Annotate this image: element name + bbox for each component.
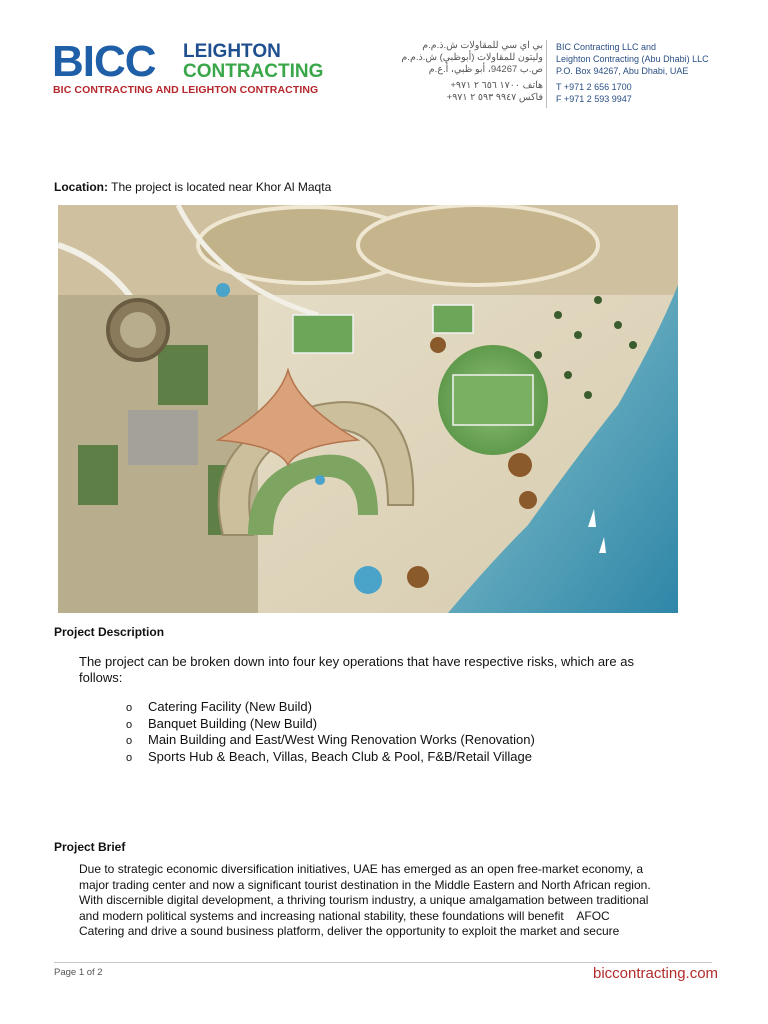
project-description-intro-1: The project can be broken down into four key operations that have respective risks, which are as — [79, 654, 634, 669]
address-line-1: BIC Contracting LLC and — [556, 42, 657, 52]
phone-number: T +971 2 656 1700 — [556, 82, 632, 92]
project-brief-line-4: and modern political systems and increasing national stability, these foundations will benefit AFOC — [79, 908, 610, 923]
location-label: Location: — [54, 180, 108, 194]
location-line — [54, 180, 331, 194]
footer-divider — [54, 962, 712, 963]
page-number: Page 1 of 2 — [54, 967, 103, 978]
list-item: Main Building and East/West Wing Renovation Works (Renovation) — [148, 732, 535, 747]
fax-number: F +971 2 593 9947 — [556, 94, 632, 104]
location-text: The project is located near Khor Al Maqta — [108, 180, 332, 194]
logo-leighton: LEIGHTON — [183, 41, 281, 62]
address-line-3: P.O. Box 94267, Abu Dhabi, UAE — [556, 66, 689, 76]
logo-tagline: BIC CONTRACTING AND LEIGHTON CONTRACTING — [53, 84, 319, 96]
project-brief-line-1: Due to strategic economic diversification initiatives, UAE has emerged as an open free-market economy, a — [79, 862, 644, 876]
bullet-marker: o — [126, 719, 133, 731]
bullet-marker: o — [126, 702, 133, 714]
arabic-address-line-2: وليتون للمقاولات (أبوظبي) ش.ذ.م.م — [401, 52, 543, 63]
logo-contracting: CONTRACTING — [183, 61, 324, 82]
project-brief-heading: Project Brief — [54, 840, 126, 854]
list-item: Banquet Building (New Build) — [148, 716, 318, 731]
project-brief-line-3: With discernible digital development, a thriving tourism industry, a unique amalgamation between traditional — [79, 893, 649, 907]
project-description-intro-2: follows: — [79, 670, 123, 685]
bullet-marker: o — [126, 735, 133, 747]
project-brief-line-2: major trading center and now a significant tourist destination in the Middle Eastern and North African region. — [79, 877, 651, 892]
address-line-2: Leighton Contracting (Abu Dhabi) LLC — [556, 54, 709, 64]
header-divider — [546, 40, 547, 108]
project-description-heading: Project Description — [54, 625, 165, 639]
logo-bicc: BICC — [52, 37, 156, 86]
bullet-marker: o — [126, 752, 133, 764]
list-item: Catering Facility (New Build) — [148, 699, 312, 714]
footer-website: biccontracting.com — [593, 965, 719, 982]
master-plan-image — [58, 205, 678, 613]
arabic-fax: فاكس ٩٩٤٧ ٥٩٣ ٢ ٩٧١+ — [446, 92, 543, 103]
arabic-address-line-3: ص.ب 94267، أبو ظبي، أ.ع.م — [428, 64, 543, 75]
arabic-address-line-1: بي اي سي للمقاولات ش.ذ.م.م — [422, 40, 543, 51]
list-item: Sports Hub & Beach, Villas, Beach Club & Pool, F&B/Retail Village — [148, 749, 532, 764]
project-brief-line-5: Catering and drive a sound business platform, deliver the opportunity to exploit the market and secure — [79, 924, 620, 938]
arabic-phone: هاتف ١٧٠٠ ٦٥٦ ٢ ٩٧١+ — [450, 80, 543, 91]
